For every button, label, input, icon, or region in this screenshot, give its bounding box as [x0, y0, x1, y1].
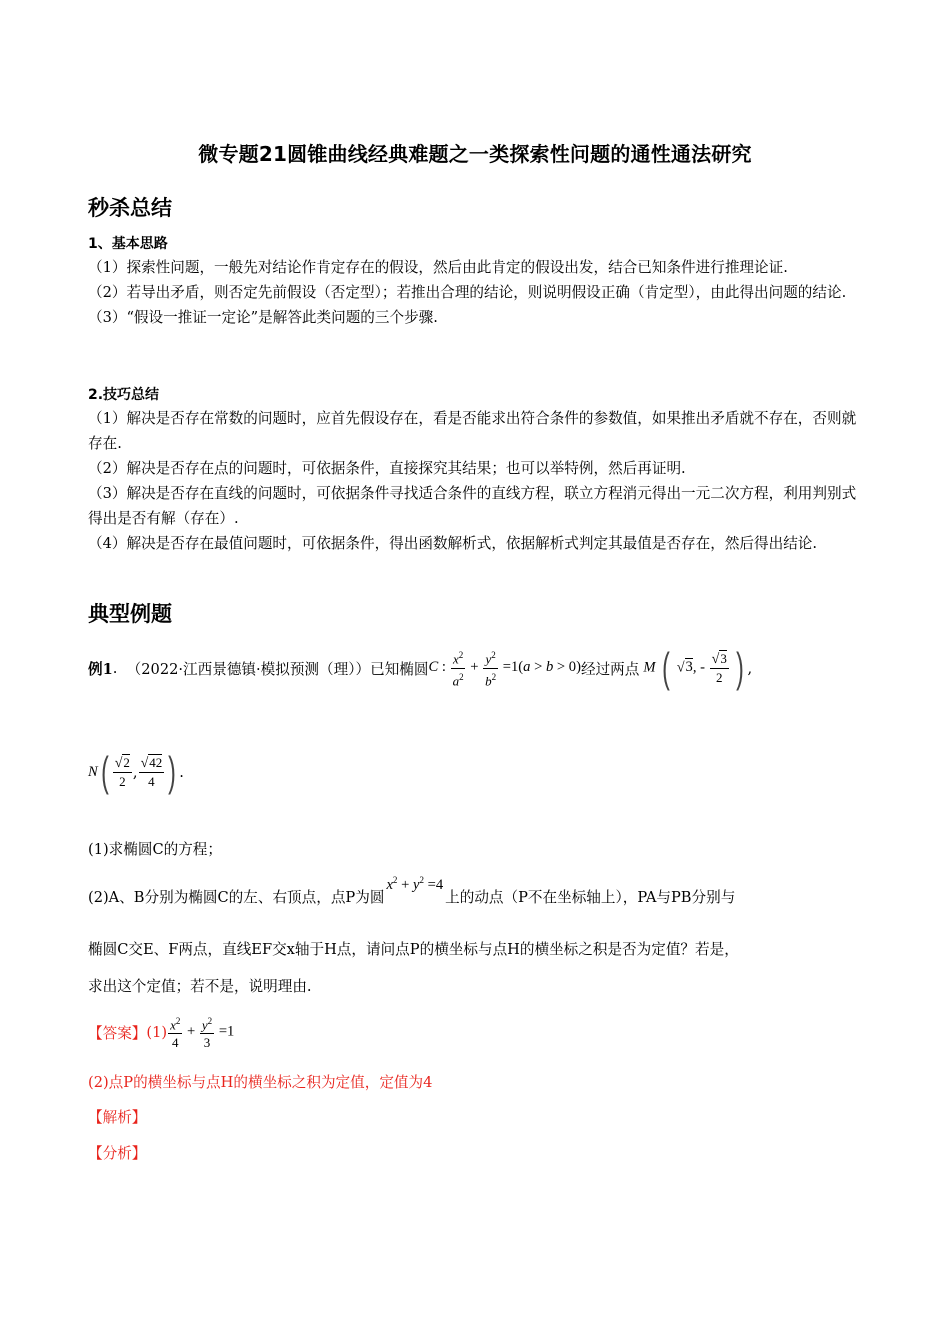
subheading-techniques: 2.技巧总结: [88, 387, 160, 403]
subheading-basic-idea: 1、基本思路: [88, 236, 168, 252]
section-heading-examples: 典型例题: [88, 602, 172, 626]
answer-line2: (2)点P的横坐标与点H的横坐标之积为定值，定值为4: [88, 1074, 433, 1091]
answer-line1: 【答案】 (1) $\frac{x^2}{4}$ + $\frac{y^2}{3}$ =1: [88, 1015, 235, 1051]
question-1: (1)求椭圆C的方程；: [88, 841, 222, 858]
passes-text: 经过两点: [580, 660, 640, 678]
basic-idea-paragraphs: [88, 255, 858, 330]
analysis-tag: 【解析】: [88, 1109, 147, 1126]
question-2-line3: 求出这个定值；若不是，说明理由.: [88, 978, 312, 995]
answer-tag: 【答案】: [88, 1024, 147, 1042]
question-2-line1: (2)A、B分别为椭圆C的左、右顶点，点P为圆 $x^2 + y^2 =4$ 上的动点（P不在坐标轴上），PA与PB分别与: [88, 875, 736, 906]
basic-idea-p1: （1）探索性问题，一般先对结论作肯定存在的假设，然后由此肯定的假设出发，结合已知条件进行推理论证.: [88, 259, 788, 276]
techniques-paragraphs: [88, 406, 858, 556]
example-label: 例1: [88, 660, 113, 678]
point-m: M ( √3, - $\frac{√3}{2}$ ): [643, 644, 745, 691]
question-2-line2: 椭圆C交E、F两点，直线EF交x轴于H点，请问点P的横坐标与点H的横坐标之积是否为定值？若是，: [88, 941, 739, 958]
example-statement-line1: 例1 . （2022·江西景德镇·模拟预测（理））已知椭圆 C : $\frac{x^2}{a^2}$ + $\frac{y^2}{b^2}$ =1(a > b > 0) 经过两点 M ( √3, - $\frac{√3}{2}$ ) ,: [88, 644, 753, 691]
point-n: N ( $\frac{√2}{2}$ , $\frac{√42}{4}$ ) .: [88, 748, 184, 795]
answer-ellipse-equation: $\frac{x^2}{4}$ + $\frac{y^2}{3}$ =1: [170, 1015, 235, 1051]
page-title: 微专题21圆锥曲线经典难题之一类探索性问题的通性通法研究: [198, 142, 752, 166]
technique-p1: （1）解决是否存在常数的问题时，应首先假设存在，看是否能求出符合条件的参数值，如果推出矛盾就不存在，否则就存在.: [88, 410, 857, 452]
fenxi-tag: 【分析】: [88, 1145, 147, 1162]
technique-p3: （3）解决是否存在直线的问题时，可依据条件寻找适合条件的直线方程，联立方程消元得出一元二次方程，利用判别式得出是否有解（存在）.: [88, 485, 857, 527]
ellipse-equation: C : $\frac{x^2}{a^2}$ + $\frac{y^2}{b^2}$ =1(a > b > 0): [428, 650, 581, 688]
technique-p4: （4）解决是否存在最值问题时，可依据条件，得出函数解析式，依据解析式判定其最值是否存在，然后得出结论.: [88, 535, 818, 552]
basic-idea-p2: （2）若导出矛盾，则否定先前假设（否定型）；若推出合理的结论，则说明假设正确（肯定型），由此得出问题的结论.: [88, 284, 847, 301]
circle-equation: $x^2 + y^2 =4$: [386, 875, 444, 893]
basic-idea-p3: （3）“假设一推证一定论”是解答此类问题的三个步骤.: [88, 309, 438, 326]
section-heading-summary: 秒杀总结: [88, 196, 172, 220]
example-source: （2022·江西景德镇·模拟预测（理））已知椭圆: [126, 660, 429, 678]
technique-p2: （2）解决是否存在点的问题时，可依据条件，直接探究其结果；也可以举特例，然后再证明.: [88, 460, 686, 477]
